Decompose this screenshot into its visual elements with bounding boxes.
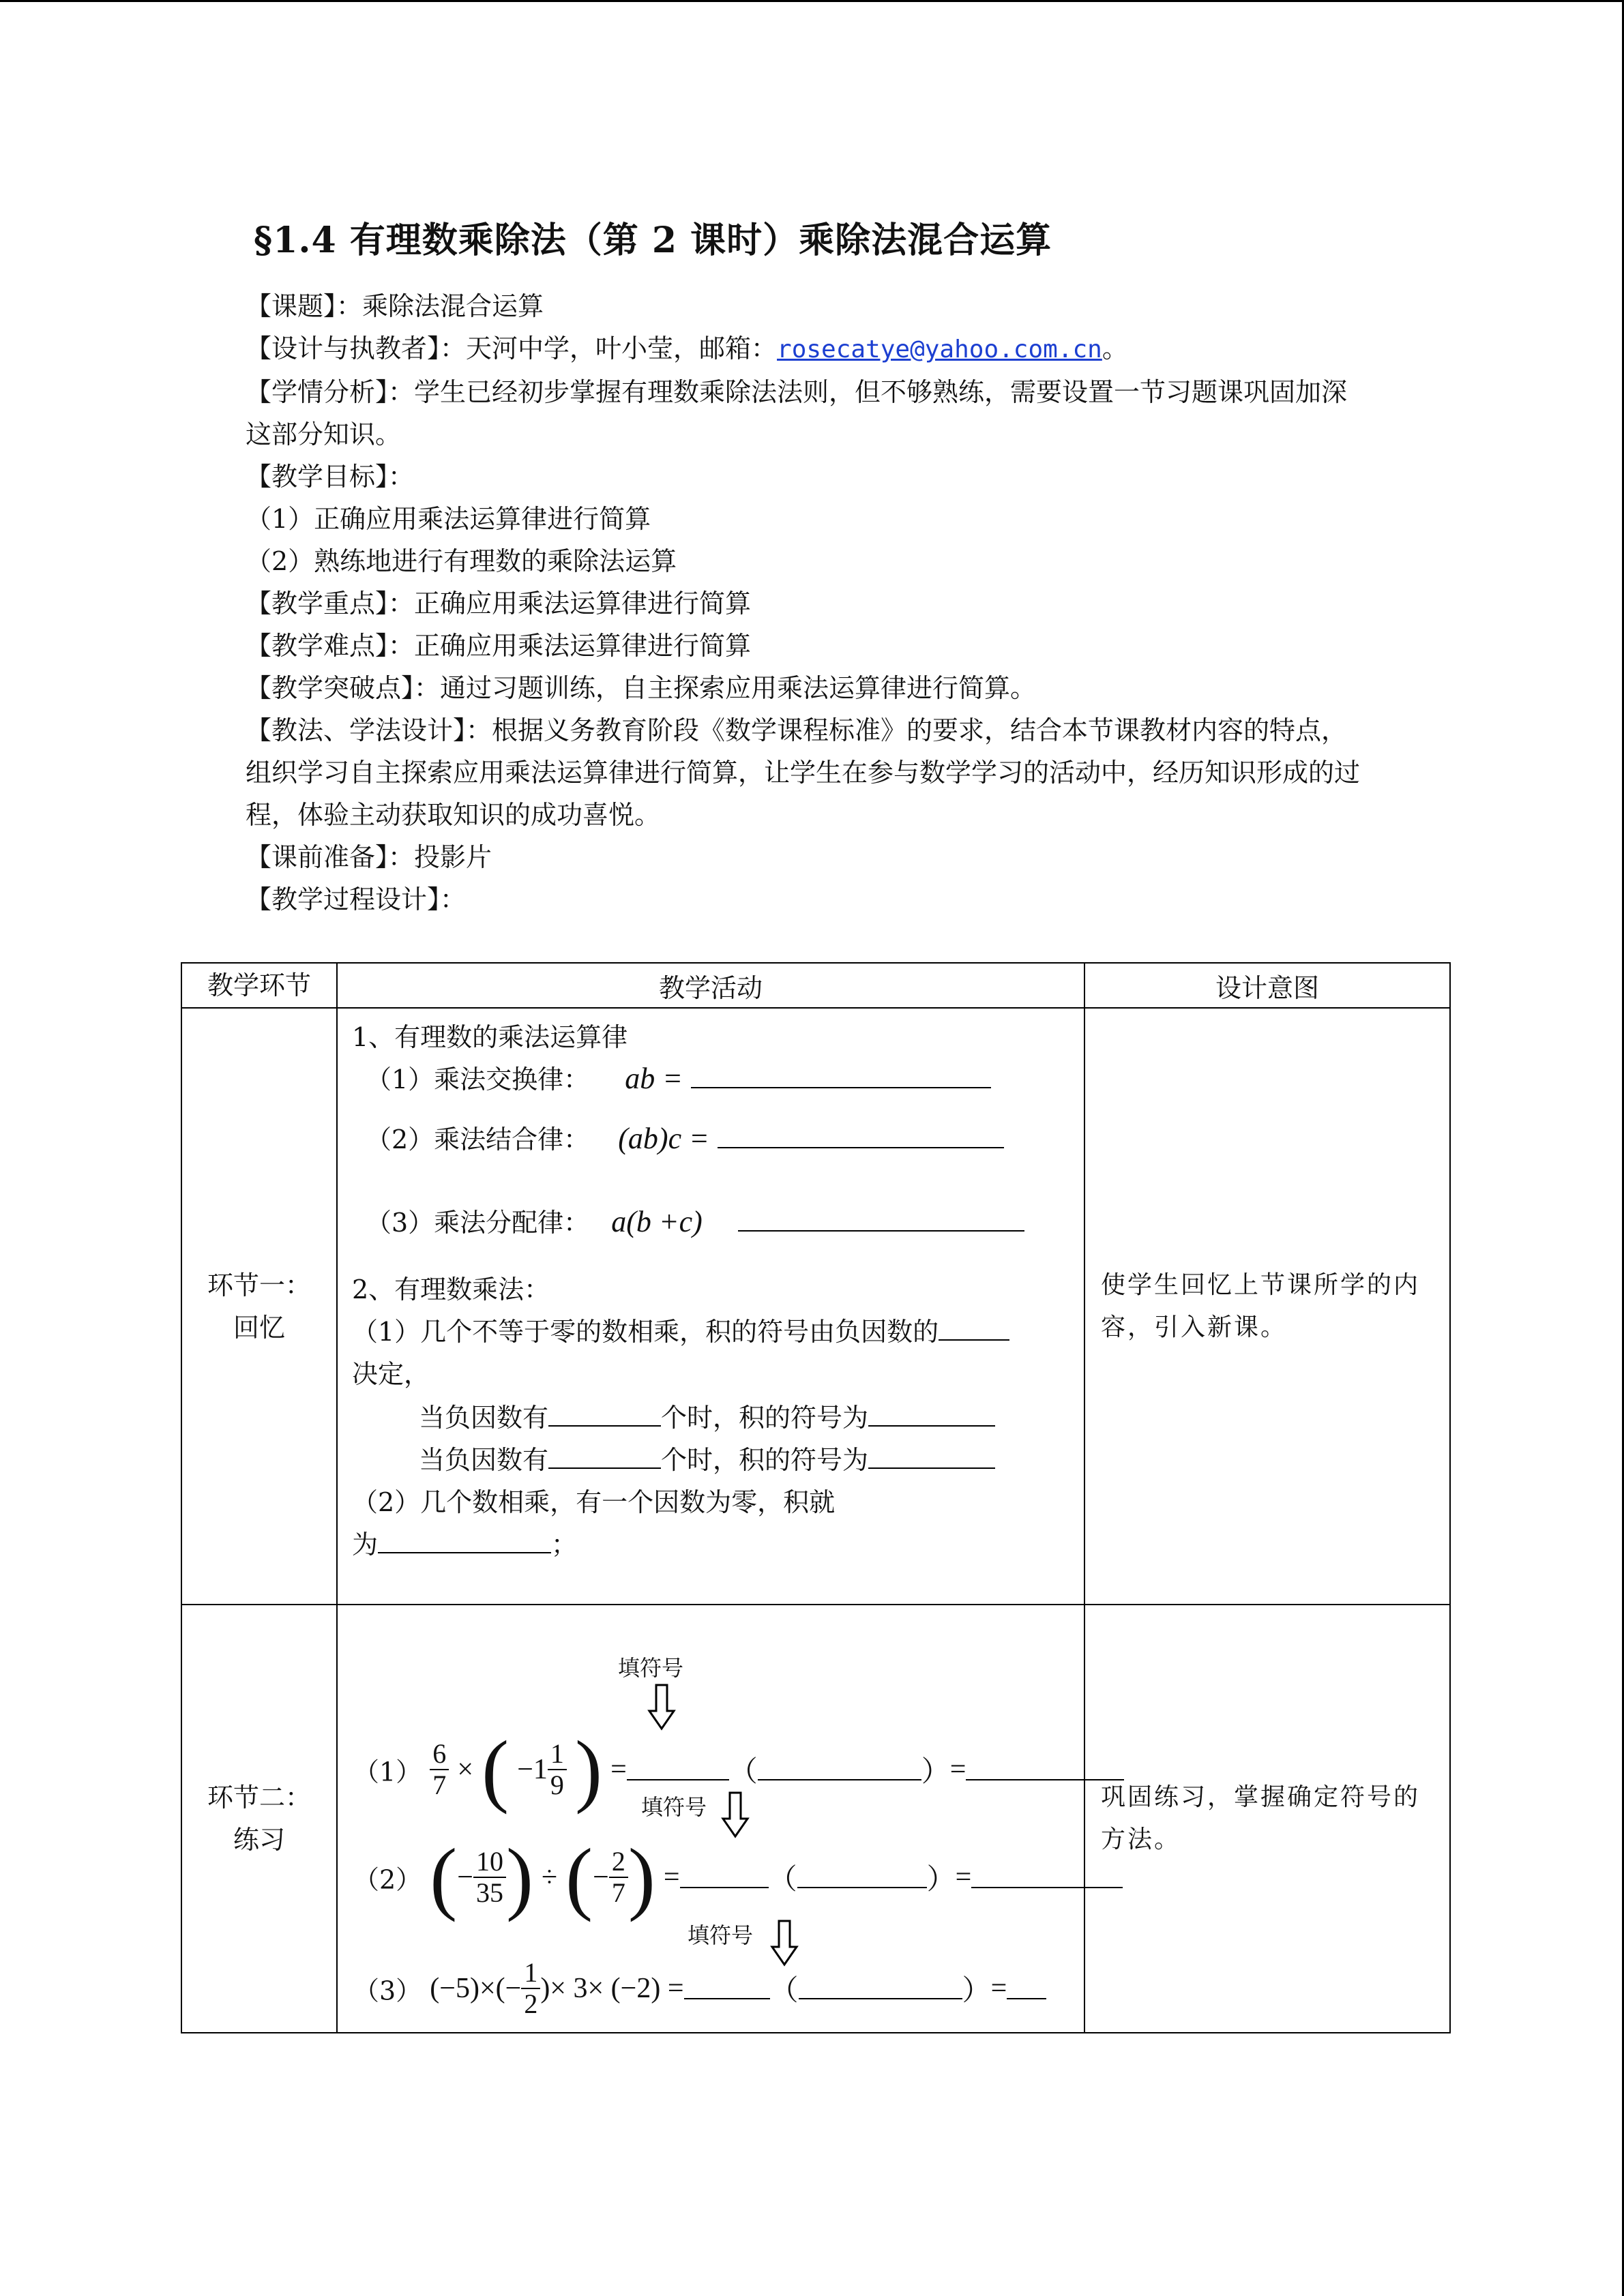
left-paren: (: [565, 1832, 593, 1922]
ex1-result-blank[interactable]: [966, 1759, 1124, 1780]
rule-2-line-1: （2）几个数相乘，有一个因数为零，积就: [352, 1487, 836, 1517]
neg-count-blank-1[interactable]: [548, 1405, 661, 1427]
intent-cell-recall: [1084, 1008, 1450, 1605]
stage-label: 环节二：: [207, 1783, 311, 1813]
mixed-whole: −1: [517, 1754, 548, 1785]
meta-preparation: 【课前准备】：投影片: [246, 842, 492, 872]
table-row: [181, 1008, 1450, 1605]
fraction: [473, 1847, 506, 1908]
times-sign: ×: [457, 1754, 474, 1785]
header-activity: 教学活动: [337, 963, 1084, 1008]
neg-count-line-2: [419, 1439, 995, 1476]
numerator: 10: [473, 1847, 506, 1878]
divide-sign: ÷: [542, 1862, 558, 1893]
ex3-sign-blank[interactable]: [684, 1978, 770, 1999]
page-top-border: [0, 0, 1624, 2]
numerator: 2: [609, 1847, 628, 1878]
activity-cell-recall: [337, 1008, 1084, 1605]
table-header-row: [181, 963, 1450, 1008]
ex3-expr-part-2: )× 3× (−2) =: [540, 1973, 684, 2004]
sign-blank-2[interactable]: [868, 1447, 995, 1469]
denominator: 9: [550, 1770, 564, 1800]
equals-sign: =: [949, 1754, 966, 1785]
right-paren: ): [575, 1724, 602, 1815]
intent-text: 巩固练习，掌握确定符号的方法。: [1101, 1783, 1421, 1853]
law-3-blank[interactable]: [738, 1210, 1024, 1232]
numerator: 1: [548, 1739, 567, 1770]
sign-blank-1[interactable]: [868, 1405, 995, 1427]
equals-sign: =: [663, 1862, 680, 1893]
rule-2-line-2: [352, 1523, 577, 1561]
header-stage: 教学环节: [181, 963, 337, 1008]
header-intent: 设计意图: [1084, 963, 1450, 1008]
ex2-result-blank[interactable]: [971, 1866, 1123, 1888]
down-arrow-icon: [647, 1684, 677, 1731]
meta-goal-1: （1）正确应用乘法运算律进行简算: [246, 504, 651, 534]
fill-sign-hint-3: 填符号: [688, 1922, 754, 1948]
denominator: 7: [432, 1770, 447, 1800]
ex2-step-blank[interactable]: [797, 1866, 927, 1888]
exercise-3-label: （3）: [353, 1976, 422, 2006]
exercise-2-label: （2）: [353, 1864, 422, 1895]
lparen: （: [728, 1757, 758, 1788]
fraction: [521, 1958, 540, 2019]
minus-sign: −: [593, 1862, 609, 1893]
rparen: ）: [926, 1864, 956, 1896]
neg-count-line-1: [419, 1397, 995, 1434]
ex2-sign-blank[interactable]: [680, 1866, 769, 1888]
rule-1-text: （1）几个不等于零的数相乘，积的符号由负因数的: [352, 1317, 939, 1347]
law-3: [366, 1202, 1024, 1239]
ex1-step-blank[interactable]: [758, 1759, 921, 1780]
law-2-expr: (ab)c =: [618, 1122, 709, 1155]
stage-name: 练习: [233, 1825, 285, 1855]
intent-text: 使学生回忆上节课所学的内容，引入新课。: [1101, 1270, 1421, 1341]
rule-2-suffix: ；: [551, 1530, 578, 1560]
right-paren: ): [505, 1832, 533, 1922]
neg-count-mid: 个时，积的符号为: [661, 1403, 869, 1433]
law-1-expr: ab =: [625, 1062, 683, 1095]
meta-difficulty: 【教学难点】：正确应用乘法运算律进行简算: [246, 631, 752, 661]
meta-designer: 【设计与执教者】：天河中学，叶小莹，邮箱：rosecatye@yahoo.com.cn。: [246, 333, 1128, 363]
rule-1-line-1: [352, 1311, 1009, 1348]
fraction: [609, 1847, 628, 1908]
fraction: [430, 1739, 449, 1800]
intent-cell-practice: [1084, 1605, 1450, 2033]
law-heading: 1、有理数的乘法运算律: [352, 1022, 628, 1052]
meta-goals-heading: 【教学目标】：: [246, 462, 415, 492]
law-3-expr: a(b +c): [611, 1205, 703, 1238]
exercise-1-label: （1）: [353, 1757, 422, 1787]
meta-method: 【教法、学法设计】：根据义务教育阶段《数学课程标准》的要求，结合本节课教材内容的特点，组织学习自主探索应用乘法运算律进行简算，让学生在参与数学学习的活动中，经历知识形成的过程，体验主动获取知识的成功喜悦。: [246, 715, 1361, 830]
denominator: 2: [524, 1988, 538, 2019]
stage-label: 环节一：: [207, 1270, 311, 1300]
right-paren: ): [628, 1832, 655, 1922]
rule-2-blank[interactable]: [378, 1532, 551, 1553]
law-3-label: （3）乘法分配律：: [366, 1208, 590, 1238]
page-title: §1.4 有理数乘除法（第 2 课时）乘除法混合运算: [254, 220, 1052, 261]
mult-heading: 2、有理数乘法：: [352, 1274, 550, 1304]
rule-2-prefix: 为: [352, 1530, 379, 1560]
meta-process-heading: 【教学过程设计】：: [246, 884, 467, 914]
neg-count-prefix: 当负因数有: [419, 1445, 549, 1475]
exercise-3: [353, 1958, 1046, 2033]
stage-cell-practice: [181, 1605, 337, 2033]
minus-sign: −: [457, 1862, 473, 1893]
law-2: [366, 1118, 1004, 1156]
left-paren: (: [430, 1832, 458, 1922]
rparen: ）: [962, 1976, 991, 2007]
equals-sign: =: [990, 1973, 1007, 2004]
table-row: [181, 1605, 1450, 2033]
fraction: [548, 1739, 567, 1800]
neg-count-prefix: 当负因数有: [419, 1403, 549, 1433]
law-1-label: （1）乘法交换律：: [366, 1064, 590, 1094]
rule-1-blank[interactable]: [939, 1319, 1009, 1341]
ex3-result-blank[interactable]: [1007, 1978, 1046, 1999]
neg-count-blank-2[interactable]: [548, 1447, 661, 1469]
meta-breakthrough: 【教学突破点】：通过习题训练，自主探索应用乘法运算律进行简算。: [246, 673, 1037, 703]
neg-count-mid: 个时，积的符号为: [661, 1445, 869, 1475]
law-1: [366, 1058, 991, 1096]
meta-goal-2: （2）熟练地进行有理数的乘除法运算: [246, 546, 677, 576]
activity-cell-practice: [337, 1605, 1084, 2033]
email-link[interactable]: rosecatye@yahoo.com.cn: [777, 336, 1102, 363]
lparen: （: [768, 1864, 797, 1896]
meta-key-point: 【教学重点】：正确应用乘法运算律进行简算: [246, 588, 752, 618]
lesson-process-table: [181, 962, 1451, 2033]
equals-sign: =: [955, 1862, 972, 1893]
law-2-blank[interactable]: [718, 1127, 1004, 1148]
ex3-expr-part-1: (−5)×(−: [430, 1973, 522, 2004]
equals-sign: =: [610, 1754, 627, 1785]
down-arrow-icon: [720, 1791, 750, 1839]
meta-analysis: 【学情分析】：学生已经初步掌握有理数乘除法法则，但不够熟练，需要设置一节习题课巩固加深这部分知识。: [246, 377, 1348, 449]
ex1-sign-blank[interactable]: [627, 1759, 729, 1780]
lparen: （: [769, 1976, 799, 2007]
rule-1-line-2: 决定，: [352, 1359, 430, 1389]
denominator: 35: [475, 1877, 503, 1908]
stage-cell-recall: [181, 1008, 337, 1605]
stage-name: 回忆: [233, 1312, 285, 1343]
rparen: ）: [921, 1757, 950, 1788]
law-2-label: （2）乘法结合律：: [366, 1124, 590, 1154]
lesson-meta: [246, 285, 1391, 921]
numerator: 6: [430, 1739, 449, 1770]
denominator: 7: [611, 1877, 625, 1908]
fill-sign-hint-2: 填符号: [641, 1794, 707, 1820]
law-1-blank[interactable]: [691, 1067, 991, 1088]
ex3-step-blank[interactable]: [799, 1978, 962, 1999]
fill-sign-hint-1: 填符号: [618, 1655, 684, 1681]
numerator: 1: [521, 1958, 540, 1989]
left-paren: (: [482, 1724, 510, 1815]
exercise-2: [353, 1832, 1123, 1932]
meta-topic: 【课题】：乘除法混合运算: [246, 291, 544, 321]
